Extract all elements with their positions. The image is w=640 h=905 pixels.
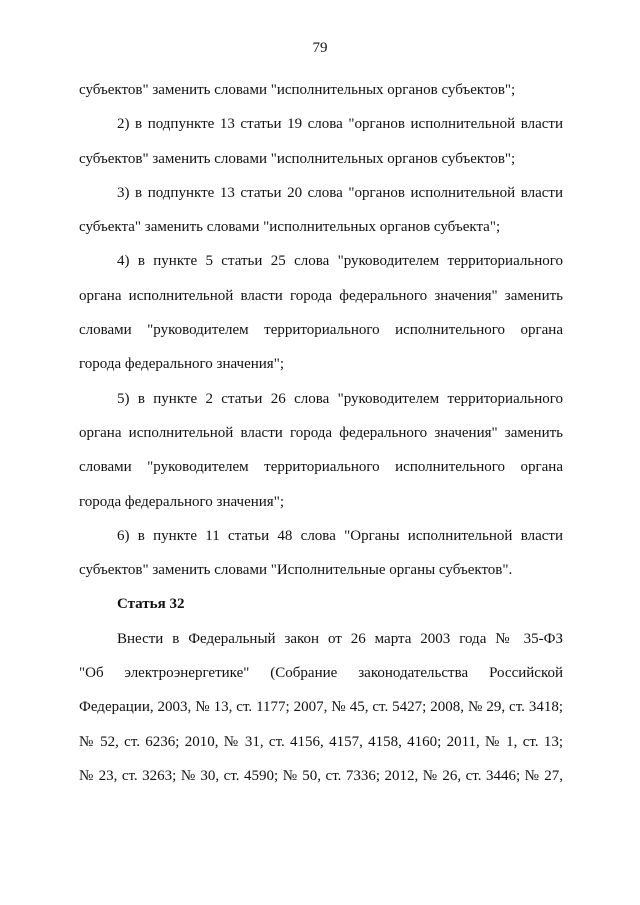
text-line: города федерального значения";	[79, 493, 284, 510]
text-line: 6) в пункте 11 статьи 48 слова "Органы исполнительной власти	[117, 527, 563, 544]
text-line: органа исполнительной власти города федерального значения" заменить	[79, 287, 563, 304]
article-heading: Статья 32	[117, 596, 185, 613]
page-number: 79	[312, 40, 328, 56]
text-line: субъектов" заменить словами "исполнительных органов субъектов";	[79, 82, 516, 98]
text-line: субъектов" заменить словами "Исполнительные органы субъектов".	[79, 562, 513, 579]
text-line: словами "руководителем территориального исполнительного органа	[79, 459, 563, 476]
text-line: 2) в подпункте 13 статьи 19 слова "органов исполнительной власти	[117, 116, 563, 133]
text-line: 4) в пункте 5 статьи 25 слова "руководителем территориального	[117, 253, 563, 270]
text-line: города федерального значения";	[79, 356, 284, 373]
text-line: органа исполнительной власти города федерального значения" заменить	[79, 424, 563, 441]
text-line: 3) в подпункте 13 статьи 20 слова "органов исполнительной власти	[117, 184, 563, 201]
text-line: 5) в пункте 2 статьи 26 слова "руководителем территориального	[117, 390, 563, 407]
text-line: "Об электроэнергетике" (Собрание законодательства Российской	[79, 665, 563, 682]
text-line: словами "руководителем территориального исполнительного органа	[79, 322, 563, 339]
text-line: субъектов" заменить словами "исполнительных органов субъектов";	[79, 150, 516, 167]
text-line: № 23, ст. 3263; № 30, ст. 4590; № 50, ст. 7336; 2012, № 26, ст. 3446; № 27,	[79, 767, 563, 784]
document-body	[79, 73, 563, 793]
text-line: Внести в Федеральный закон от 26 марта 2003 года № 35-ФЗ	[117, 630, 563, 647]
text-line: Федерации, 2003, № 13, ст. 1177; 2007, № 45, ст. 5427; 2008, № 29, ст. 3418;	[79, 699, 563, 716]
text-line: № 52, ст. 6236; 2010, № 31, ст. 4156, 4157, 4158, 4160; 2011, № 1, ст. 13;	[79, 733, 563, 750]
text-line: субъекта" заменить словами "исполнительных органов субъекта";	[79, 219, 501, 236]
